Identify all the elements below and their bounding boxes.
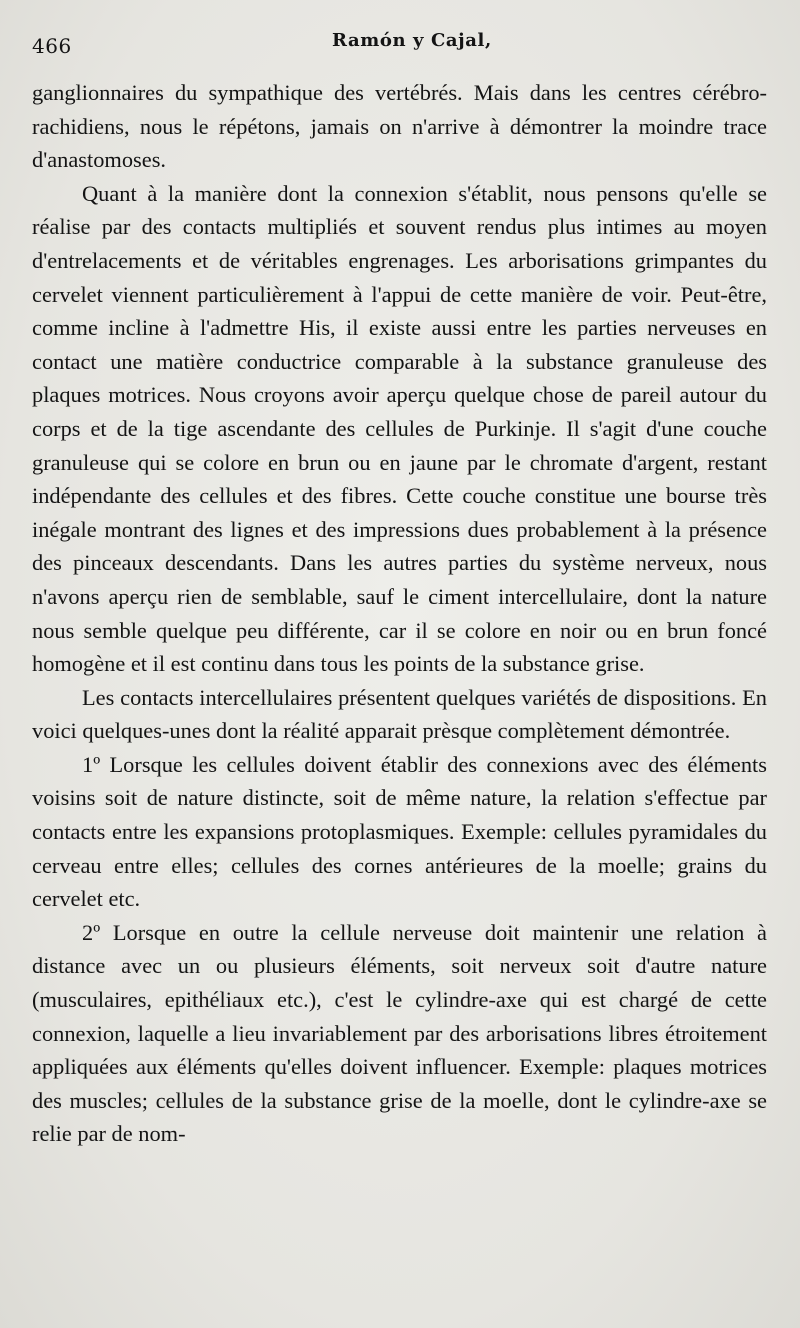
paragraph-connection-mode: Quant à la manière dont la connexion s'établit, nous pensons qu'elle se réalise par des contacts multipliés et souvent rendus plus intimes au moyen d'entrelacements et de véritables engrenages. Les arborisations grimpantes du cervelet viennent particulièrement à l'appui de cette manière de voir. Peut-être, comme incline à l'admettre His, il existe aussi entre les parties nerveuses en contact une matière conductrice comparable à la substance granuleuse des plaques motrices. Nous croyons avoir aperçu quelque chose de pareil autour du corps et de la tige ascendante des cellules de Purkinje. Il s'agit d'une couche granuleuse qui se colore en brun ou en jaune par le chromate d'argent, restant indépendante des cellules et des fibres. Cette couche constitue une bourse très inégale montrant des lignes et des impressions dues probablement à la présence des pinceaux descendants. Dans les autres parties du système nerveux, nous n'avons aperçu rien de semblable, sauf le ciment intercellulaire, dont la nature nous semble quelque peu différente, car il se colore en noir ou en brun foncé homogène et il est continu dans tous les points de la substance grise.	[32, 180, 767, 677]
running-head: Ramón y Cajal,	[332, 30, 492, 51]
paragraph-point-2: 2º Lorsque en outre la cellule nerveuse doit maintenir une relation à distance avec un ou plusieurs éléments, soit nerveux soit d'autre nature (musculaires, epithéliaux etc.), c'est le cylindre-axe qui est chargé de cette connexion, laquelle a lieu invariablement par des arborisations libres étroitement appliquées aux éléments qu'elles doivent influencer. Exemple: plaques motrices des muscles; cellules de la substance grise de la moelle, dont le cylindre-axe se relie par de nom-	[32, 919, 767, 1147]
body-text	[32, 76, 767, 1151]
page-number: 466	[32, 34, 72, 58]
paragraph-point-1: 1º Lorsque les cellules doivent établir des connexions avec des éléments voisins soit de nature distincte, soit de même nature, la relation s'effectue par contacts entre les expansions protoplasmiques. Exemple: cellules pyramidales du cerveau entre elles; cellules des cornes antérieures de la moelle; grains du cervelet etc.	[32, 751, 767, 912]
paragraph-contact-varieties: Les contacts intercellulaires présentent quelques variétés de dispositions. En voici quelques-unes dont la réalité apparait prèsque complètement démontrée.	[32, 684, 767, 744]
paragraph-continuation: ganglionnaires du sympathique des vertébrés. Mais dans les centres cérébro-rachidiens, nous le répétons, jamais on n'arrive à démontrer la moindre trace d'anastomoses.	[32, 80, 767, 173]
page-header	[32, 28, 764, 62]
